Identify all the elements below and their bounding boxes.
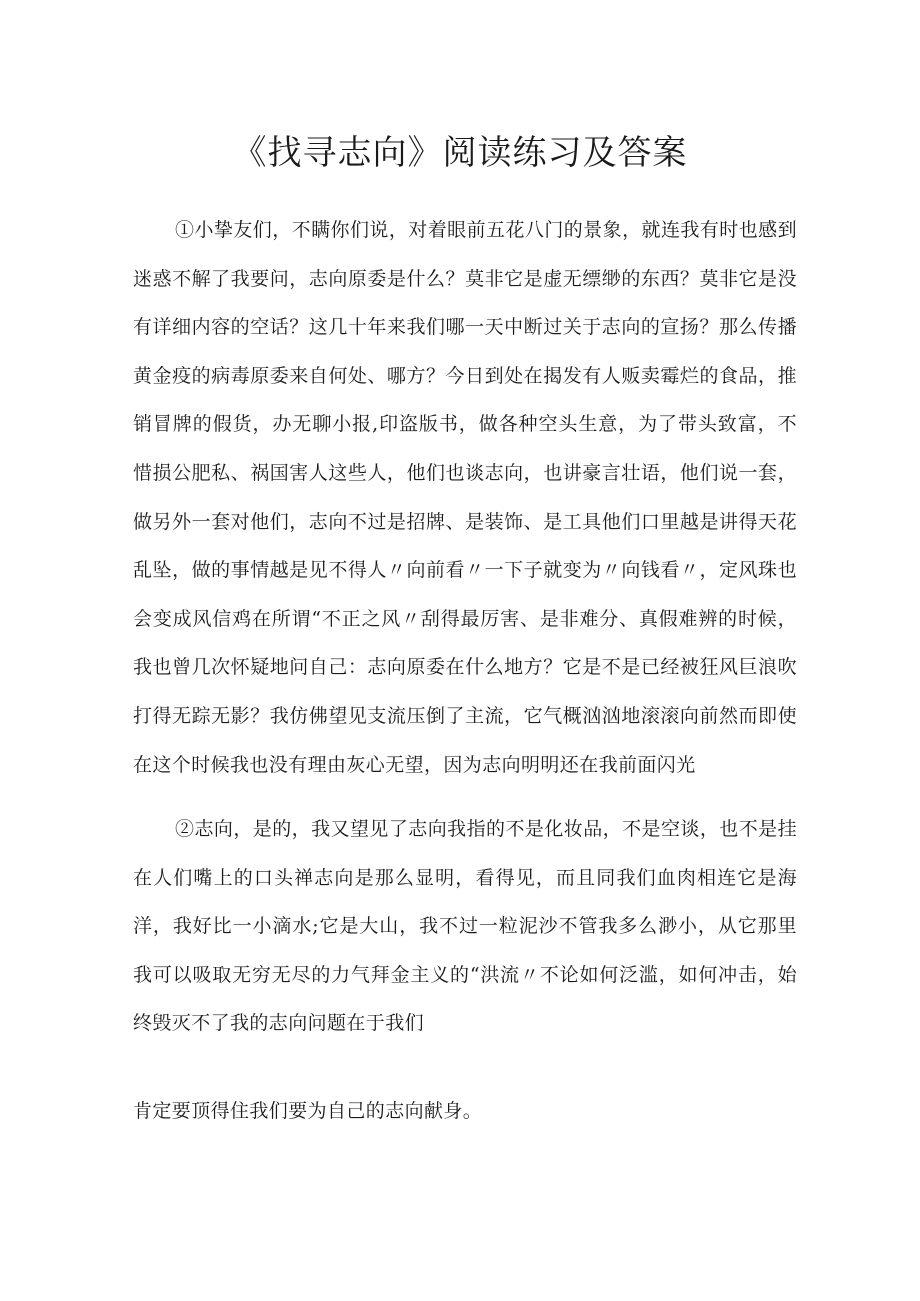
paragraph-1: ①小挚友们，不瞒你们说，对着眼前五花八门的景象，就连我有时也感到迷惑不解了我要问，志向原委是什么？莫非它是虚无缥缈的东西？莫非它是没有详细内容的空话？这几十年来我们哪一天中断过关于志向的宣扬？那么传播黄金疫的病毒原委来自何处、哪方？今日到处在揭发有人贩卖霉烂的食品，推销冒牌的假货，办无聊小报,印盗版书，做各种空头生意，为了带头致富，不惜损公肥私、祸国害人这些人，他们也谈志向，也讲豪言壮语，他们说一套，做另外一套对他们，志向不过是招牌、是装饰、是工具他们口里越是讲得天花乱坠，做的事情越是见不得人〃向前看〃一下子就变为〃向钱看〃，定风珠也会变成风信鸡在所谓“不正之风〃刮得最厉害、是非难分、真假难辨的时候，我也曾几次怀疑地问自己：志向原委在什么地方？它是不是已经被狂风巨浪吹打得无踪无影？我仿佛望见支流压倒了主流，它气概汹汹地滚滚向前然而即使在这个时候我也没有理由灰心无望，因为志向明明还在我前面闪光 <box>133 219 797 776</box>
document-title: 《找寻志向》阅读练习及答案 <box>232 133 688 173</box>
paragraph-2: ②志向，是的，我又望见了志向我指的不是化妆品，不是空谈，也不是挂在人们嘴上的口头禅志向是那么显明，看得见，而且同我们血肉相连它是海洋，我好比一小滴水;它是大山，我不过一粒泥沙不管我多么渺小，从它那里我可以吸取无穷无尽的力气拜金主义的“洪流〃不论如何泛滥，如何冲击，始终毁灭不了我的志向问题在于我们 <box>133 818 797 1035</box>
paragraph-3: 肯定要顶得住我们要为自己的志向献身。 <box>133 1100 483 1122</box>
